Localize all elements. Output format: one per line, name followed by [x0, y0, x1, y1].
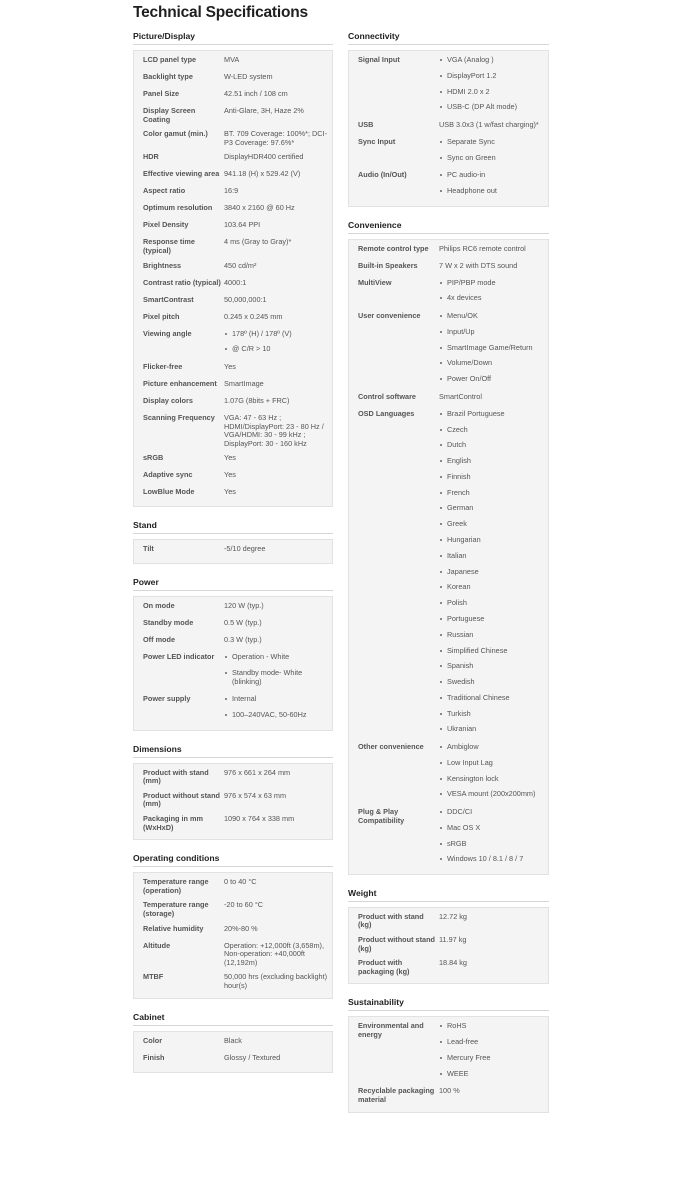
spec-value-item: Input/Up: [439, 328, 544, 337]
spec-row-display-colors: [134, 394, 332, 411]
spec-value-item: Mercury Free: [439, 1054, 544, 1063]
spec-label: Color gamut (min.): [143, 129, 208, 139]
spec-label: MTBF: [143, 972, 164, 982]
spec-row-usb: [349, 118, 548, 135]
spec-value-item: Czech: [439, 426, 544, 435]
spec-value-item: Lead-free: [439, 1038, 544, 1047]
spec-table: [348, 1016, 549, 1112]
spec-value: 4 ms (Gray to Gray)*: [224, 237, 292, 247]
spec-value-list: [224, 652, 332, 689]
spec-label: OSD Languages: [358, 408, 415, 418]
section-title: Picture/Display: [133, 26, 333, 45]
spec-label: Pixel pitch: [143, 311, 180, 321]
spec-label: Signal Input: [358, 55, 400, 64]
section-title: Operating conditions: [133, 848, 333, 867]
spec-value: 50,000,000:1: [224, 294, 267, 304]
spec-row-control-software: [349, 390, 548, 407]
spec-label: Control software: [358, 391, 416, 401]
spec-value: Operation: +12,000ft (3,658m), Non-operation: +40,000ft (12,192m): [224, 940, 324, 967]
spec-value-item: @ C/R > 10: [224, 345, 328, 354]
spec-label: SmartContrast: [143, 294, 194, 304]
spec-value: 0.5 W (typ.): [224, 618, 262, 628]
spec-value: 50,000 hrs (excluding backlight) hour(s): [224, 972, 328, 990]
spec-row-product-with-packaging-kg: [349, 956, 548, 979]
spec-row-signal-input: [349, 53, 548, 118]
spec-label: Picture enhancement: [143, 378, 217, 388]
spec-value: Glossy / Textured: [224, 1052, 281, 1062]
spec-row-on-mode: [134, 599, 332, 616]
spec-value-item: Swedish: [439, 678, 544, 687]
spec-value-list: [439, 278, 548, 306]
spec-value-item: Sync on Green: [439, 154, 544, 163]
spec-value: 7 W x 2 with DTS sound: [439, 260, 518, 270]
spec-label: On mode: [143, 601, 175, 611]
spec-value-list: [439, 311, 548, 387]
spec-table: [133, 539, 333, 564]
spec-value-item: Hungarian: [439, 536, 544, 545]
spec-label: Altitude: [143, 940, 171, 950]
spec-label: Aspect ratio: [143, 186, 186, 196]
spec-label: sRGB: [143, 453, 164, 463]
spec-row-other-convenience: [349, 740, 548, 805]
spec-row-smartcontrast: [134, 293, 332, 310]
spec-table: [133, 1031, 333, 1073]
spec-value: Yes: [224, 487, 236, 497]
spec-label: Temperature range (storage): [143, 900, 209, 918]
spec-row-finish: [134, 1051, 332, 1068]
spec-label: Product without stand (mm): [143, 790, 221, 809]
spec-value-list: [439, 137, 548, 165]
spec-label: Off mode: [143, 635, 176, 645]
spec-label: Product with packaging (kg): [358, 958, 410, 976]
spec-value: Anti-Glare, 3H, Haze 2%: [224, 106, 304, 115]
spec-value-item: Simplified Chinese: [439, 647, 544, 656]
spec-row-color-gamut-min: [134, 127, 332, 150]
spec-value-item: 100–240VAC, 50-60Hz: [224, 711, 328, 720]
spec-label: Effective viewing area: [143, 169, 220, 179]
spec-row-brightness: [134, 259, 332, 276]
spec-label: Adaptive sync: [143, 470, 193, 480]
spec-value-list: [224, 694, 332, 722]
spec-label: Panel Size: [143, 89, 180, 98]
spec-value: 3840 x 2160 @ 60 Hz: [224, 203, 295, 213]
spec-value: MVA: [224, 55, 240, 64]
spec-row-product-with-stand-mm: [134, 766, 332, 789]
spec-value: 16:9: [224, 186, 239, 196]
spec-value-item: VGA (Analog ): [439, 56, 544, 65]
spec-row-recyclable-packaging-material: [349, 1084, 548, 1107]
spec-value: 450 cd/m²: [224, 260, 257, 270]
spec-row-altitude: [134, 939, 332, 971]
spec-label: Standby mode: [143, 618, 194, 628]
section-title: Weight: [348, 883, 549, 902]
spec-value-item: Mac OS X: [439, 824, 544, 833]
section-title: Sustainability: [348, 992, 549, 1011]
spec-row-optimum-resolution: [134, 201, 332, 218]
spec-value-item: English: [439, 457, 544, 466]
spec-row-off-mode: [134, 633, 332, 650]
spec-value-item: 4x devices: [439, 294, 544, 303]
spec-value: 100 %: [439, 1086, 460, 1096]
spec-value-item: Polish: [439, 599, 544, 608]
section-title: Stand: [133, 515, 333, 534]
spec-row-lowblue-mode: [134, 485, 332, 502]
spec-value-item: Power On/Off: [439, 375, 544, 384]
spec-row-built-in-speakers: [349, 259, 548, 276]
spec-row-response-time-typical: [134, 235, 332, 258]
left-column: [133, 26, 333, 1081]
spec-value-item: Traditional Chinese: [439, 694, 544, 703]
spec-label: Contrast ratio (typical): [143, 277, 221, 287]
section-picture-display: [133, 26, 333, 507]
spec-value: 0 to 40 °C: [224, 877, 257, 887]
spec-label: Product with stand (mm): [143, 767, 209, 786]
spec-value-item: Greek: [439, 520, 544, 529]
spec-value: SmartControl: [439, 391, 482, 401]
section-power: [133, 572, 333, 730]
spec-label: Power LED indicator: [143, 652, 215, 662]
section-title: Connectivity: [348, 26, 549, 45]
spec-value-item: sRGB: [439, 840, 544, 849]
spec-value-item: SmartImage Game/Return: [439, 344, 544, 353]
spec-row-temperature-range-storage: [134, 898, 332, 921]
spec-value: 4000:1: [224, 277, 247, 287]
spec-value: 12.72 kg: [439, 911, 467, 921]
spec-label: Product with stand (kg): [358, 911, 424, 930]
spec-row-multiview: [349, 276, 548, 309]
spec-value-item: VESA mount (200x200mm): [439, 790, 544, 799]
spec-value-item: Portuguese: [439, 615, 544, 624]
spec-row-standby-mode: [134, 616, 332, 633]
spec-value-item: Ukranian: [439, 725, 544, 734]
spec-value-item: French: [439, 489, 544, 498]
spec-value: W-LED system: [224, 72, 273, 81]
section-sustainability: [348, 992, 549, 1112]
spec-label: Viewing angle: [143, 328, 192, 338]
spec-table: [348, 907, 549, 985]
spec-row-tilt: [134, 542, 332, 559]
spec-label: Other convenience: [358, 742, 424, 751]
spec-value: 1.07G (8bits + FRC): [224, 395, 290, 405]
spec-value: 0.3 W (typ.): [224, 635, 262, 645]
spec-row-aspect-ratio: [134, 184, 332, 201]
spec-row-color: [134, 1034, 332, 1051]
spec-value-item: Italian: [439, 552, 544, 561]
spec-label: Tilt: [143, 544, 154, 554]
spec-label: Brightness: [143, 260, 182, 270]
spec-value-item: Internal: [224, 695, 328, 704]
right-column: [348, 26, 549, 1121]
spec-row-hdr: [134, 150, 332, 167]
spec-row-packaging-in-mm-wxhxd: [134, 812, 332, 835]
spec-value-item: 178º (H) / 178º (V): [224, 330, 328, 339]
spec-label: Remote control type: [358, 243, 429, 253]
spec-row-srgb: [134, 451, 332, 468]
spec-value: SmartImage: [224, 378, 264, 388]
spec-value: 120 W (typ.): [224, 601, 264, 611]
spec-value: VGA: 47 - 63 Hz ; HDMI/DisplayPort: 23 - 80 Hz / VGA/HDMI: 30 - 99 kHz ; DisplayPort: 30 - 160 kHz: [224, 412, 324, 448]
spec-label: Backlight type: [143, 72, 193, 81]
spec-value-list: [439, 170, 548, 198]
section-title: Power: [133, 572, 333, 591]
spec-value-item: Standby mode- White (blinking): [224, 669, 328, 686]
spec-value-item: DDC/CI: [439, 808, 544, 817]
spec-value: Yes: [224, 470, 236, 480]
spec-value: 976 x 661 x 264 mm: [224, 767, 291, 777]
spec-value-item: RoHS: [439, 1022, 544, 1031]
spec-value: 976 x 574 x 63 mm: [224, 790, 287, 800]
spec-value-item: Finnish: [439, 473, 544, 482]
spec-label: Flicker-free: [143, 361, 183, 371]
spec-label: Display colors: [143, 395, 193, 405]
spec-value: USB 3.0x3 (1 w/fast charging)*: [439, 119, 539, 129]
spec-row-pixel-pitch: [134, 310, 332, 327]
spec-row-mtbf: [134, 970, 332, 993]
spec-row-power-supply: [134, 692, 332, 725]
spec-row-power-led-indicator: [134, 650, 332, 692]
spec-table: [133, 872, 333, 998]
spec-label: MultiView: [358, 277, 392, 287]
spec-value: 20%-80 %: [224, 923, 258, 933]
section-dimensions: [133, 739, 333, 841]
spec-label: Scanning Frequency: [143, 412, 215, 422]
spec-value-item: HDMI 2.0 x 2: [439, 88, 544, 97]
spec-row-product-with-stand-kg: [349, 910, 548, 933]
spec-value-item: Menu/OK: [439, 312, 544, 321]
spec-value-list: [224, 329, 332, 357]
spec-value: Black: [224, 1035, 242, 1045]
spec-value-item: PIP/PBP mode: [439, 279, 544, 288]
spec-value-item: DisplayPort 1.2: [439, 72, 544, 81]
spec-value-item: Volume/Down: [439, 359, 544, 368]
spec-value-item: Korean: [439, 583, 544, 592]
spec-row-sync-input: [349, 135, 548, 168]
spec-value: 0.245 x 0.245 mm: [224, 311, 283, 321]
spec-label: Packaging in mm (WxHxD): [143, 814, 204, 832]
spec-label: LCD panel type: [143, 55, 197, 64]
section-title: Convenience: [348, 215, 549, 234]
spec-label: Recyclable packaging material: [358, 1086, 435, 1104]
spec-value-list: [439, 1021, 548, 1081]
spec-label: Sync Input: [358, 136, 396, 146]
spec-value-item: Spanish: [439, 662, 544, 671]
spec-value: -5/10 degree: [224, 544, 266, 554]
spec-row-plug-play-compatibility: [349, 805, 548, 870]
section-convenience: [348, 215, 549, 875]
section-operating-conditions: [133, 848, 333, 998]
spec-value-item: Headphone out: [439, 187, 544, 196]
spec-label: Finish: [143, 1052, 165, 1062]
spec-value-item: Russian: [439, 631, 544, 640]
spec-value-item: Separate Sync: [439, 138, 544, 147]
spec-row-contrast-ratio-typical: [134, 276, 332, 293]
spec-value-item: Low Input Lag: [439, 759, 544, 768]
spec-label: User convenience: [358, 311, 421, 321]
spec-row-flicker-free: [134, 360, 332, 377]
spec-label: Display Screen Coating: [143, 106, 196, 124]
spec-row-environmental-and-energy: [349, 1019, 548, 1084]
spec-label: Product without stand (kg): [358, 935, 436, 953]
spec-value-item: Operation - White: [224, 653, 328, 662]
spec-label: Relative humidity: [143, 923, 204, 933]
spec-row-effective-viewing-area: [134, 167, 332, 184]
spec-row-product-without-stand-kg: [349, 933, 548, 956]
spec-value-list: [439, 409, 548, 737]
spec-table: [133, 763, 333, 841]
spec-row-lcd-panel-type: [134, 53, 332, 70]
section-stand: [133, 515, 333, 564]
spec-label: Plug & Play Compatibility: [358, 806, 405, 825]
section-title: Cabinet: [133, 1007, 333, 1026]
spec-row-backlight-type: [134, 70, 332, 87]
spec-row-relative-humidity: [134, 922, 332, 939]
spec-label: LowBlue Mode: [143, 487, 195, 497]
spec-value-item: Turkish: [439, 710, 544, 719]
spec-row-display-screen-coating: [134, 104, 332, 127]
spec-value: Philips RC6 remote control: [439, 243, 526, 253]
spec-value: 103.64 PPI: [224, 220, 261, 230]
spec-value-item: Brazil Portuguese: [439, 410, 544, 419]
spec-value-item: German: [439, 504, 544, 513]
page-title: Technical Specifications: [133, 4, 308, 21]
spec-table: [133, 596, 333, 730]
spec-value-item: Kensington lock: [439, 775, 544, 784]
spec-value-item: Japanese: [439, 568, 544, 577]
spec-value-item: Ambiglow: [439, 743, 544, 752]
spec-value: 18.84 kg: [439, 958, 467, 968]
spec-label: Color: [143, 1035, 163, 1045]
section-weight: [348, 883, 549, 985]
spec-row-pixel-density: [134, 218, 332, 235]
spec-value-list: [439, 55, 548, 115]
spec-value-item: USB-C (DP Alt mode): [439, 103, 544, 112]
spec-label: Environmental and energy: [358, 1021, 424, 1040]
spec-row-scanning-frequency: [134, 411, 332, 451]
spec-table: [133, 50, 333, 507]
spec-row-adaptive-sync: [134, 468, 332, 485]
spec-value-list: [439, 807, 548, 867]
spec-value: 11.97 kg: [439, 935, 467, 945]
spec-label: USB: [358, 119, 374, 129]
section-cabinet: [133, 1007, 333, 1073]
spec-row-viewing-angle: [134, 327, 332, 360]
spec-label: Pixel Density: [143, 220, 189, 230]
spec-row-user-convenience: [349, 309, 548, 390]
spec-label: Temperature range (operation): [143, 877, 209, 895]
spec-value: 941.18 (H) x 529.42 (V): [224, 169, 301, 179]
spec-value: Yes: [224, 453, 236, 463]
spec-value: DisplayHDR400 certified: [224, 152, 304, 162]
section-title: Dimensions: [133, 739, 333, 758]
spec-value: BT. 709 Coverage: 100%*; DCI-P3 Coverage: 97.6%*: [224, 129, 328, 147]
spec-value: 1090 x 764 x 338 mm: [224, 814, 295, 824]
spec-row-remote-control-type: [349, 242, 548, 259]
spec-value: -20 to 60 °C: [224, 900, 264, 910]
spec-label: Power supply: [143, 694, 191, 704]
spec-value-item: WEEE: [439, 1070, 544, 1079]
spec-row-product-without-stand-mm: [134, 789, 332, 812]
spec-label: Audio (In/Out): [358, 170, 407, 180]
section-connectivity: [348, 26, 549, 207]
spec-value-list: [439, 742, 548, 802]
spec-value-item: PC audio-in: [439, 171, 544, 180]
spec-value-item: Windows 10 / 8.1 / 8 / 7: [439, 855, 544, 864]
spec-row-panel-size: [134, 87, 332, 104]
spec-label: Built-in Speakers: [358, 260, 418, 270]
spec-row-temperature-range-operation: [134, 875, 332, 898]
spec-value-item: Dutch: [439, 441, 544, 450]
spec-row-audio-in-out: [349, 168, 548, 201]
spec-value: 42.51 inch / 108 cm: [224, 89, 288, 98]
spec-row-osd-languages: [349, 407, 548, 740]
spec-label: Optimum resolution: [143, 203, 213, 213]
spec-row-picture-enhancement: [134, 377, 332, 394]
spec-table: [348, 239, 549, 875]
spec-label: Response time (typical): [143, 237, 195, 255]
spec-value: Yes: [224, 361, 236, 371]
spec-table: [348, 50, 549, 207]
spec-label: HDR: [143, 152, 159, 162]
